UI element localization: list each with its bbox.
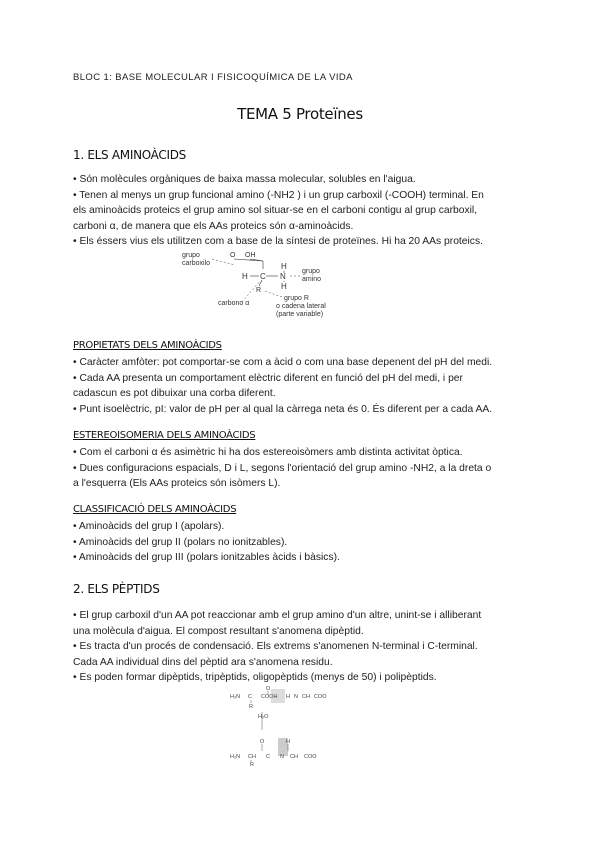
formula-token: COO — [314, 694, 327, 700]
text-line: • Els éssers vius els utilitzen com a base de la síntesi de proteïnes. Hi ha 20 AAs proteics. — [73, 236, 483, 248]
page-title: TEMA 5 Proteïnes — [237, 105, 363, 123]
section-heading-propietats: PROPIETATS DELS AMINOÀCIDS — [73, 340, 222, 351]
atom-o-top: O — [266, 686, 271, 692]
formula-token: H₂N — [230, 694, 241, 700]
atom-h-mid: H — [286, 739, 290, 745]
atom-h-left: H — [242, 272, 248, 281]
text-line: • El grup carboxil d'un AA pot reaccionar amb el grup amino d'un altre, unint-se i alliberant — [73, 610, 482, 621]
text-line: • Es tracta d'un procés de condensació. Els extrems s'anomenen N-terminal i C-terminal. — [73, 641, 478, 653]
text-line: • Són molècules orgàniques de baixa massa molecular, solubles en l'aigua. — [73, 174, 416, 185]
atom-r2: R — [250, 762, 254, 766]
label-grupo-carboxilo-2: carboxilo — [182, 260, 211, 267]
section-heading-estereoisomeria: ESTEREOISOMERIA DELS AMINOÀCIDS — [73, 430, 256, 441]
text-line: a l'esquerra (Els AAs proteics són isòmers L). — [73, 478, 281, 490]
atom-c: C — [260, 272, 266, 281]
text-line: carboni α, de manera que els AAs proteics són α-aminoàcids. — [73, 220, 354, 232]
label-cadena-lateral: o cadena lateral — [276, 303, 326, 310]
text-line: • Tenen al menys un grup funcional amino (-NH2 ) i un grup carboxil (-COOH) terminal. En — [73, 189, 484, 201]
formula-token: CH — [248, 754, 256, 760]
atom-o: O — [230, 252, 236, 259]
aminoacids-paragraph — [73, 172, 533, 250]
atom-r1: R — [249, 704, 253, 710]
label-grupo-amino: grupo — [302, 268, 320, 275]
estereoisomeria-paragraph — [73, 445, 533, 492]
atom-o-mid: O — [260, 739, 265, 745]
label-grupo-amino-2: amino — [302, 276, 322, 283]
text-line: • Dues configuracions espacials, D i L, segons l'orientació del grup amino -NH2, a la dreta o — [73, 462, 492, 474]
formula-token: N — [280, 754, 284, 760]
atom-h-top: H — [281, 262, 287, 271]
list-item: • Aminoàcids del grup I (apolars). — [73, 521, 225, 532]
peptide-bond-diagram — [228, 686, 338, 766]
formula-token: C — [248, 694, 252, 700]
text-line: • Punt isoelèctric, pI: valor de pH per al qual la càrrega neta és 0. És diferent per a cada AA. — [73, 403, 493, 415]
atom-oh: OH — [245, 252, 256, 259]
text-line: • Com el carboni α és asimètric hi ha dos estereoisòmers amb distinta activitat òptica. — [73, 447, 463, 458]
peptids-paragraph — [73, 608, 533, 686]
atom-h-bottom: H — [281, 282, 287, 291]
propietats-paragraph — [73, 355, 533, 417]
list-item: • Aminoàcids del grup II (polars no ionitzables). — [73, 536, 288, 548]
text-line: els aminoàcids proteics el grup amino sol situar-se en el carboni contigu al grup carboxil, — [73, 205, 478, 217]
text-line: una molècula d'aigua. El compost resultant s'anomena dipèptid. — [73, 625, 364, 637]
label-parte-variable: (parte variable) — [276, 311, 324, 318]
text-line: • Cada AA presenta un comportament elèctric diferent en funció del pH del medi, i per — [73, 372, 463, 384]
label-grupo-r: grupo R — [284, 295, 309, 302]
atom-n: N — [280, 272, 286, 281]
formula-token: CH — [290, 754, 298, 760]
formula-token: H₂N — [230, 754, 241, 760]
bloc-header: BLOC 1: BASE MOLECULAR I FISICOQUÍMICA DE LA VIDA — [73, 72, 353, 83]
classificacio-paragraph — [73, 519, 533, 566]
formula-token: COO — [304, 754, 317, 760]
text-line: • Caràcter amfòter: pot comportar-se com a àcid o com una base depenent del pH del medi. — [73, 357, 493, 368]
water-label: H₂O — [258, 714, 269, 720]
label-grupo-carboxilo: grupo — [182, 252, 200, 259]
formula-token: C — [266, 754, 270, 760]
section-heading-aminoacids: 1. ELS AMINOÀCIDS — [73, 148, 186, 162]
aminoacid-structure-diagram — [170, 247, 370, 327]
formula-token: H — [286, 694, 290, 700]
text-line: cadascun es pot dibuixar una corba diferent. — [73, 388, 276, 400]
formula-token: N — [294, 694, 298, 700]
section-heading-peptids: 2. ELS PÈPTIDS — [73, 582, 160, 596]
formula-token: COOH — [261, 694, 278, 700]
text-line: • Es poden formar dipèptids, tripèptids, oligopèptids (menys de 50) i polipèptids. — [73, 672, 437, 684]
list-item: • Aminoàcids del grup III (polars ionitzables àcids i bàsics). — [73, 552, 340, 564]
atom-r: R — [256, 287, 262, 294]
section-heading-classificacio: CLASSIFICACIÓ DELS AMINOÀCIDS — [73, 504, 237, 515]
text-line: Cada AA individual dins del pèptid ara s'anomena residu. — [73, 656, 333, 668]
label-carbono-alfa: carbono α — [218, 300, 250, 307]
formula-token: CH — [302, 694, 310, 700]
